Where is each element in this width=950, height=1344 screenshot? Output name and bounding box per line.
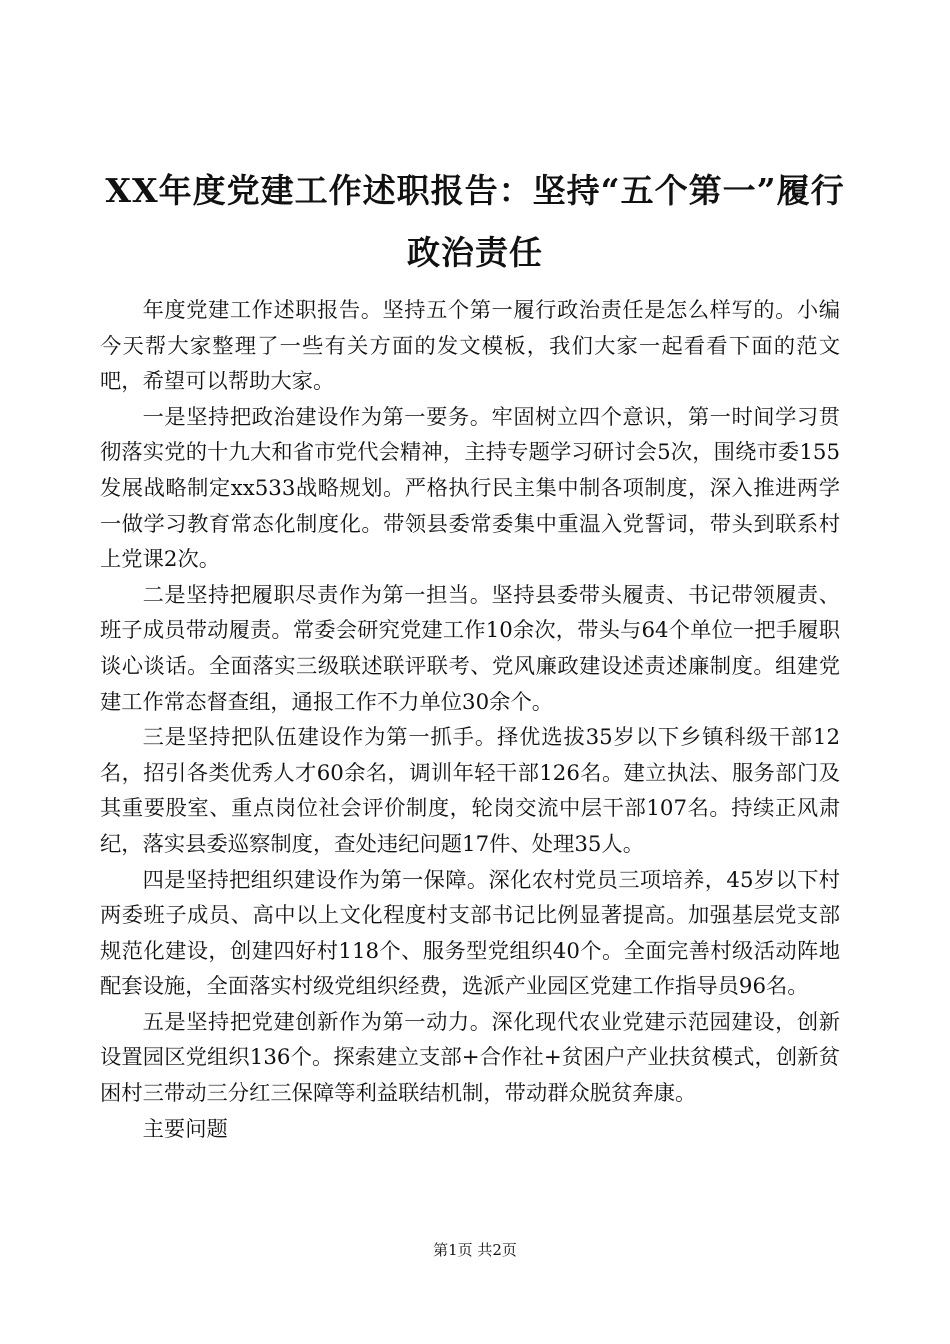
paragraph-organization-building: 四是坚持把组织建设作为第一保障。深化农村党员三项培养，45岁以下村两委班子成员、高中以上文化程度村支部书记比例显著提高。加强基层党支部规范化建设，创建四好村118个、服务型党组织40个。全面完善村级活动阵地配套设施，全面落实村级党组织经费，选派产业园区党建工作指导员96名。 bbox=[100, 867, 840, 1000]
paragraph-intro: 年度党建工作述职报告。坚持五个第一履行政治责任是怎么样写的。小编今天帮大家整理了一些有关方面的发文模板，我们大家一起看看下面的范文吧，希望可以帮助大家。 bbox=[100, 298, 840, 395]
page-number-footer: 第1页 共2页 bbox=[433, 1241, 517, 1259]
paragraph-innovation: 五是坚持把党建创新作为第一动力。深化现代农业党建示范园建设，创新设置园区党组织136个。探索建立支部+合作社+贫困户产业扶贫模式，创新贫困村三带动三分红三保障等利益联结机制，带动群众脱贫奔康。 bbox=[100, 1009, 840, 1107]
paragraph-political-building: 一是坚持把政治建设作为第一要务。牢固树立四个意识，第一时间学习贯彻落实党的十九大和省市党代会精神，主持专题学习研讨会5次，围绕市委155发展战略制定xx533战略规划。严格执行民主集中制各项制度，深入推进两学一做学习教育常态化制度化。带领县委常委集中重温入党誓词，带头到联系村上党课2次。 bbox=[100, 404, 840, 573]
section-heading-main-problems: 主要问题 bbox=[142, 1116, 228, 1142]
document-body bbox=[100, 293, 840, 1147]
paragraph-duty-performance: 二是坚持把履职尽责作为第一担当。坚持县委带头履责、书记带领履责、班子成员带动履责。常委会研究党建工作10余次，带头与64个单位一把手履职谈心谈话。全面落实三级联述联评联考、党风廉政建设述责述廉制度。组建党建工作常态督查组，通报工作不力单位30余个。 bbox=[100, 582, 840, 715]
paragraph-team-building: 三是坚持把队伍建设作为第一抓手。择优选拔35岁以下乡镇科级干部12名，招引各类优秀人才60余名，调训年轻干部126名。建立执法、服务部门及其重要股室、重点岗位社会评价制度，轮岗交流中层干部107名。持续正风肃纪，落实县委巡察制度，查处违纪问题17件、处理35人。 bbox=[100, 725, 840, 857]
document-title: XX年度党建工作述职报告：坚持“五个第一”履行政治责任 bbox=[105, 171, 845, 272]
